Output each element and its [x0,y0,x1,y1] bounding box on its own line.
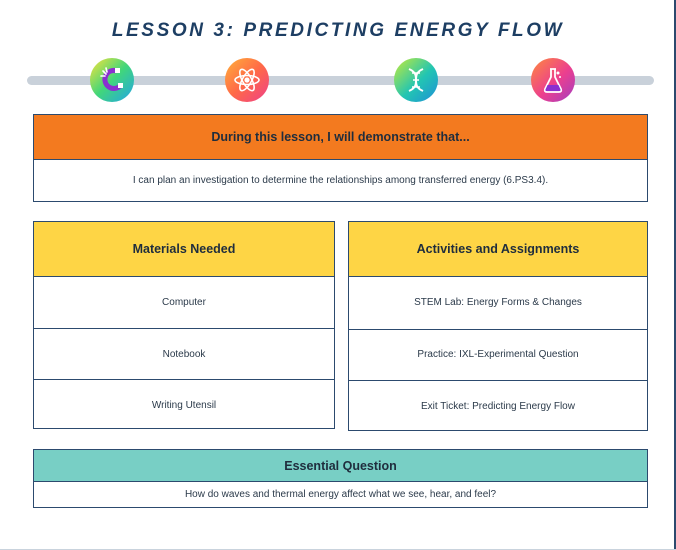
materials-section [33,221,335,429]
lesson-title: LESSON 3: PREDICTING ENERGY FLOW [111,20,565,41]
activities-heading: Activities and Assignments [349,222,647,277]
materials-item: Notebook [34,328,334,379]
essential-question-section [33,449,648,508]
materials-item: Writing Utensil [34,379,334,430]
activities-item: Practice: IXL-Experimental Question [349,329,647,381]
dna-icon [394,58,438,102]
materials-heading: Materials Needed [34,222,334,277]
atom-icon [225,58,269,102]
essential-question-heading: Essential Question [34,450,647,482]
activities-item: STEM Lab: Energy Forms & Changes [414,297,582,309]
materials-item: Computer [162,297,206,308]
objective-heading: During this lesson, I will demonstrate that... [34,115,647,160]
magnet-icon [90,58,134,102]
flask-icon [531,58,575,102]
objective-text: I can plan an investigation to determine the relationships among transferred energy (6.PS3.4). [132,175,549,186]
objective-section [33,114,648,202]
essential-question-text: How do waves and thermal energy affect what we see, hear, and feel? [184,489,497,500]
activities-section [348,221,648,431]
activities-item: Exit Ticket: Predicting Energy Flow [349,380,647,432]
